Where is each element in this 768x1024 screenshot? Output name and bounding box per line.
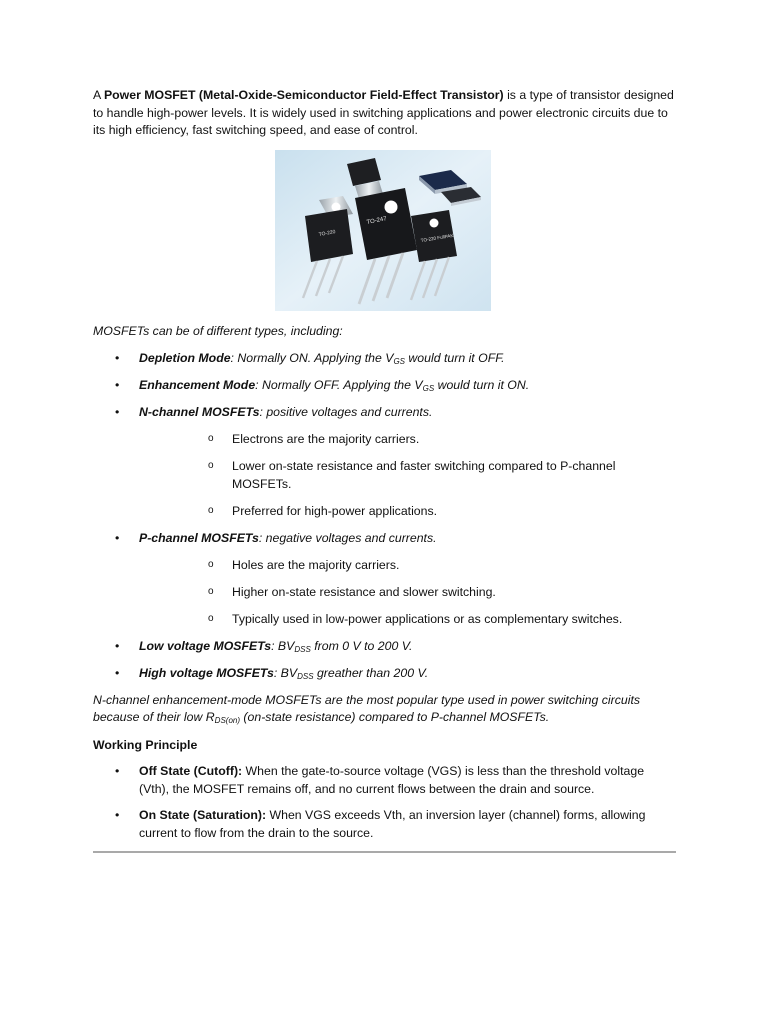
summary-paragraph bbox=[93, 692, 677, 727]
list-item-pchannel bbox=[93, 530, 677, 629]
pchannel-term: P-channel MOSFETs bbox=[139, 530, 259, 545]
working-principle-heading: Working Principle bbox=[93, 737, 198, 752]
depletion-text: : Normally ON. Applying the V bbox=[230, 351, 394, 365]
intro-prefix: A bbox=[93, 88, 104, 102]
mosfet-types-list bbox=[93, 350, 677, 682]
on-state-term: On State (Saturation): bbox=[139, 808, 267, 822]
nchannel-term: N-channel MOSFETs bbox=[139, 405, 260, 419]
list-item-low-voltage bbox=[93, 638, 677, 656]
document-content bbox=[93, 87, 677, 851]
low-voltage-end: from 0 V to 200 V. bbox=[310, 638, 413, 653]
on-state-text: When VGS exceeds Vth, an inversion layer (channel) forms, allowing current to flow from the drain to the source. bbox=[139, 808, 646, 840]
enhancement-sub: GS bbox=[422, 384, 435, 393]
low-voltage-term: Low voltage MOSFETs bbox=[139, 638, 272, 653]
types-heading: MOSFETs can be of different types, including: bbox=[93, 323, 343, 338]
to220-label: TO-220 bbox=[318, 228, 336, 238]
pchannel-sublist bbox=[139, 557, 677, 629]
sub-item: o Typically used in low-power applications or as complementary switches. bbox=[139, 611, 677, 629]
intro-text: is a type of transistor designed to handle high-power levels. It is widely used in switching applications and power electronic circuits due to its high efficiency, fast switching speed, and ease of control. bbox=[93, 88, 674, 137]
sub-item: o Preferred for high-power applications. bbox=[139, 503, 677, 521]
to220f-label: TO-220 FullPAK bbox=[420, 232, 454, 243]
high-voltage-text: : BV bbox=[273, 665, 298, 680]
depletion-sub: GS bbox=[393, 357, 405, 366]
nchannel-text: : positive voltages and currents. bbox=[259, 405, 433, 419]
high-voltage-sub: DSS bbox=[297, 671, 314, 681]
low-voltage-text: : BV bbox=[271, 638, 295, 653]
depletion-end: would turn it OFF. bbox=[405, 351, 505, 365]
nchannel-sublist bbox=[139, 431, 677, 520]
working-principle-list bbox=[93, 763, 677, 842]
low-voltage-sub: DSS bbox=[294, 644, 311, 654]
summary-end: (on-state resistance) compared to P-channel MOSFETs. bbox=[240, 710, 550, 724]
high-voltage-term: High voltage MOSFETs bbox=[139, 665, 274, 680]
pchannel-text: : negative voltages and currents. bbox=[258, 530, 437, 545]
summary-text: N-channel enhancement-mode MOSFETs are the most popular type used in power switching circuits because of their low R bbox=[93, 692, 641, 724]
to247-label: TO-247 bbox=[366, 215, 388, 226]
sub-item: o Lower on-state resistance and faster switching compared to P-channel MOSFETs. bbox=[139, 458, 677, 493]
list-item-on-state bbox=[93, 807, 677, 842]
high-voltage-end: greather than 200 V. bbox=[313, 665, 429, 680]
list-item-off-state bbox=[93, 763, 677, 798]
intro-term: Power MOSFET (Metal-Oxide-Semiconductor Field-Effect Transistor) bbox=[103, 88, 504, 102]
sub-item: o Holes are the majority carriers. bbox=[139, 557, 677, 575]
mosfet-photo bbox=[275, 150, 491, 311]
sub-item: o Higher on-state resistance and slower switching. bbox=[139, 584, 677, 602]
enhancement-end: would turn it ON. bbox=[434, 378, 530, 392]
summary-sub: DS(on) bbox=[214, 716, 241, 725]
intro-paragraph bbox=[93, 87, 677, 140]
depletion-term: Depletion Mode bbox=[139, 351, 231, 365]
list-item-enhancement bbox=[93, 377, 677, 395]
list-item-nchannel bbox=[93, 404, 677, 520]
enhancement-text: : Normally OFF. Applying the V bbox=[255, 378, 423, 392]
off-state-text: When the gate-to-source voltage (VGS) is less than the threshold voltage (Vth), the MOSFET remains off, and no current flows between the drain and source. bbox=[139, 764, 645, 796]
mosfet-packages-illustration bbox=[275, 150, 491, 311]
section-divider bbox=[93, 851, 676, 853]
off-state-term: Off State (Cutoff): bbox=[139, 764, 243, 778]
enhancement-term: Enhancement Mode bbox=[139, 378, 256, 392]
list-item-high-voltage bbox=[93, 665, 677, 683]
list-item-depletion bbox=[93, 350, 677, 368]
sub-item: o Electrons are the majority carriers. bbox=[139, 431, 677, 449]
